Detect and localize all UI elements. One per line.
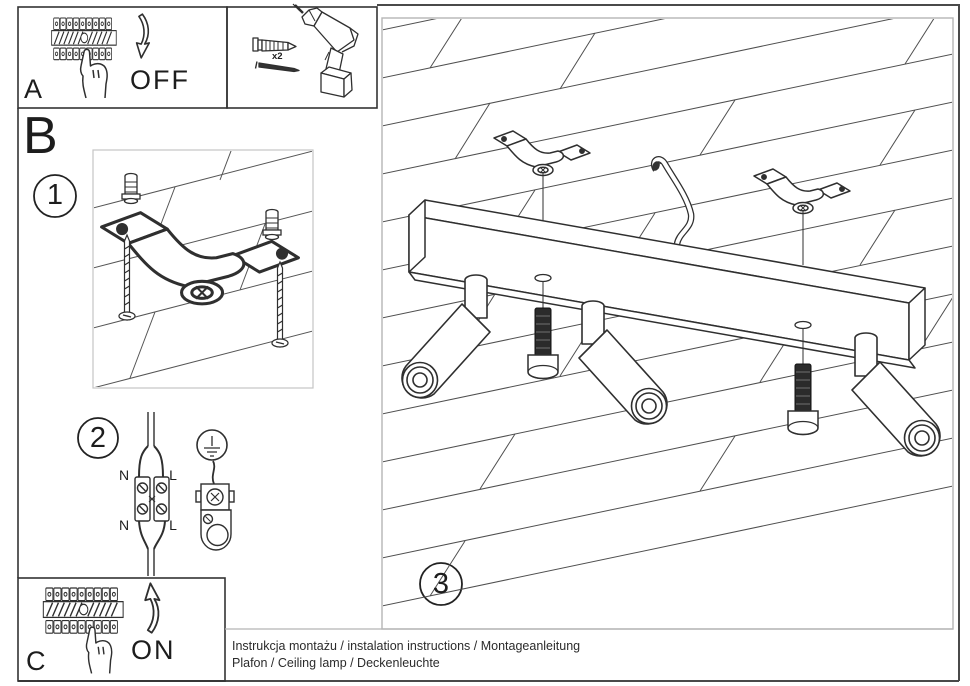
step-number-circles	[34, 175, 462, 605]
drill-icon	[293, 4, 358, 97]
mains-cable-bottom	[139, 521, 165, 576]
mains-cable	[139, 412, 163, 477]
step-a-label: A	[24, 74, 43, 104]
dowel-qty-label: x2	[272, 51, 283, 62]
wire-n-bottom: N	[118, 517, 130, 533]
wire-l-top: L	[169, 467, 177, 483]
cable-connector-icon	[196, 484, 234, 550]
ground-symbol-icon	[197, 430, 227, 460]
step-2-number: 2	[89, 422, 107, 454]
section-b-label: B	[23, 107, 58, 165]
terminal-block-icon	[135, 477, 169, 521]
box-a-border	[18, 7, 227, 108]
footer-product-line: Plafon / Ceiling lamp / Deckenleuchte	[232, 656, 440, 670]
tools-illustration	[253, 4, 358, 97]
tools-box-border	[227, 7, 377, 108]
ground-wire	[213, 461, 215, 484]
screw-icon	[256, 62, 300, 72]
step-1-number: 1	[46, 179, 64, 211]
step-c-label: C	[26, 646, 46, 676]
on-label: ON	[131, 635, 176, 665]
wire-n-top: N	[118, 467, 130, 483]
step-3-illustration	[382, 0, 953, 606]
step-1-illustration	[93, 91, 313, 388]
step-3-number: 3	[432, 568, 450, 600]
wiring-diagram	[135, 412, 234, 576]
footer-title-line: Instrukcja montażu / instalation instructions / Montageanleitung	[232, 639, 581, 653]
off-label: OFF	[130, 65, 190, 95]
wall-plug-icon	[253, 38, 296, 51]
wire-l-bottom: L	[169, 517, 177, 533]
